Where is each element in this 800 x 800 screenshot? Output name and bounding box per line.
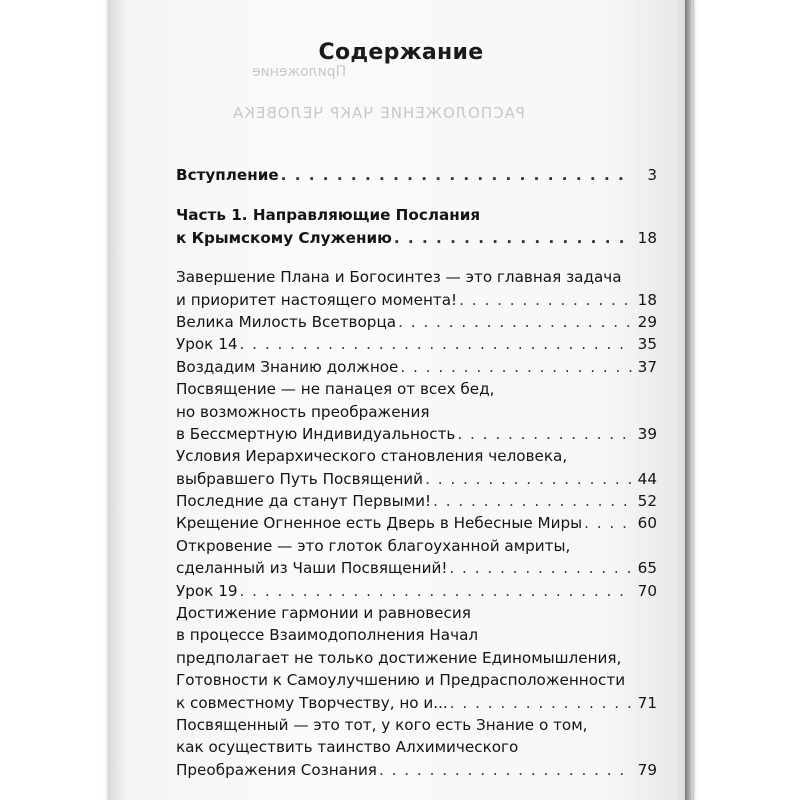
toc-entry <box>176 535 657 580</box>
toc-entry-title-line: Откровение — это глоток благоуханной амриты, <box>176 536 571 555</box>
dot-leader <box>394 227 633 249</box>
toc-entry-row <box>176 557 657 579</box>
bleed-through-heading: РАСПОЛОЖЕНИЕ ЧАКР ЧЕЛОВЕКА <box>232 104 525 122</box>
toc-entry <box>176 714 657 781</box>
toc-page-number: 79 <box>637 760 657 779</box>
dot-leader <box>457 423 633 445</box>
toc-entry-title-line: в Бессмертную Индивидуальность <box>176 424 456 443</box>
toc-page-number: 70 <box>637 581 657 600</box>
dot-leader <box>400 356 633 378</box>
toc-entry-title-line: Посвящение — не панацея от всех бед, <box>176 380 495 399</box>
toc-entry-title-line: к Крымскому Служению <box>176 228 392 247</box>
toc-entry-row <box>176 692 657 714</box>
toc-entry <box>176 602 657 714</box>
dot-leader <box>398 311 633 333</box>
toc-entry <box>176 490 657 512</box>
toc-entry-title-line: Условия Иерархического становления человека, <box>176 447 568 466</box>
toc-page-number: 18 <box>637 228 657 247</box>
toc-entry-title-line: выбравшего Путь Посвящений <box>176 469 424 488</box>
toc-entry <box>176 333 657 355</box>
toc-entry <box>176 204 657 249</box>
toc-page-number: 35 <box>637 335 657 354</box>
toc-entry <box>176 512 657 534</box>
toc-page-number: 52 <box>637 492 657 511</box>
toc-page-number: 29 <box>637 312 657 331</box>
toc-entry <box>176 356 657 378</box>
dot-leader <box>433 490 633 512</box>
toc-entry <box>176 266 657 311</box>
toc-entry-row <box>176 333 657 355</box>
dot-leader <box>281 164 633 186</box>
toc-entry-row <box>176 490 657 512</box>
toc-entry <box>176 311 657 333</box>
toc-page-number: 39 <box>637 424 657 443</box>
toc-entry <box>176 445 657 490</box>
toc-entry-row <box>176 759 657 781</box>
toc-entry-title-line: и приоритет настоящего момента! <box>176 290 458 309</box>
toc-entry-row <box>176 311 657 333</box>
dot-leader <box>425 468 633 490</box>
toc-entry-title-line: Посвященный — это тот, у кого есть Знание о том, <box>176 715 588 734</box>
toc-entry-title-line: в процессе Взаимодополнения Начал <box>176 626 479 645</box>
dot-leader <box>459 289 633 311</box>
bleed-through-label: Приложение <box>252 64 347 80</box>
toc-entry-title-line: Преображения Сознания <box>176 760 377 779</box>
toc-entry <box>176 378 657 445</box>
page-title: Содержание <box>318 40 484 65</box>
toc-entry-title-line: Воздадим Знанию должное <box>176 357 399 376</box>
toc-entry-title-line: Готовности к Самоулучшению и Предрасположенности <box>176 671 626 690</box>
toc-entry-row <box>176 227 657 249</box>
toc-entry-title-line: к совместному Творчеству, но и... <box>176 693 448 712</box>
dot-leader <box>379 759 633 781</box>
toc-entry-title-line: Велика Милость Всетворца <box>176 312 397 331</box>
toc-entry-title-line: Урок 19 <box>176 581 238 600</box>
toc-entry-title-line: Часть 1. Направляющие Послания <box>176 206 481 225</box>
toc-entry-row <box>176 289 657 311</box>
toc-entry-title-line: Урок 14 <box>176 335 238 354</box>
toc-entry-row <box>176 356 657 378</box>
toc-page-number: 60 <box>637 514 657 533</box>
toc-entry-row <box>176 512 657 534</box>
toc-entry-row <box>176 468 657 490</box>
toc-entry-title-line: но возможность преображения <box>176 402 430 421</box>
toc-page-number: 18 <box>637 290 657 309</box>
toc-page-number: 71 <box>637 693 657 712</box>
toc-entry <box>176 164 657 186</box>
toc-entry-row <box>176 164 657 186</box>
toc-entry-title-line: Достижение гармонии и равновесия <box>176 604 471 623</box>
table-of-contents <box>176 164 657 781</box>
toc-entry-title-line: Последние да станут Первыми! <box>176 492 432 511</box>
toc-entry-title-line: Крещение Огненное есть Дверь в Небесные Миры <box>176 514 583 533</box>
toc-page-number: 3 <box>647 166 657 184</box>
toc-page-number: 37 <box>637 357 657 376</box>
toc-entry-title-line: как осуществить таинство Алхимического <box>176 738 519 757</box>
toc-entry-title-line: предполагает не только достижение Единомышления, <box>176 648 622 667</box>
toc-entry-title-line: Завершение Плана и Богосинтез — это главная задача <box>176 268 622 287</box>
toc-entry <box>176 580 657 602</box>
toc-entry-row <box>176 423 657 445</box>
toc-page-number: 44 <box>637 469 657 488</box>
toc-entry-row <box>176 580 657 602</box>
page-edge-shadow <box>685 0 691 800</box>
toc-page-number: 65 <box>637 559 657 578</box>
dot-leader <box>450 692 633 714</box>
dot-leader <box>240 580 633 602</box>
dot-leader <box>584 512 633 534</box>
toc-entry-title-line: Вступление <box>176 166 279 184</box>
dot-leader <box>449 557 633 579</box>
dot-leader <box>240 333 633 355</box>
toc-entry-title-line: сделанный из Чаши Посвящений! <box>176 559 448 578</box>
